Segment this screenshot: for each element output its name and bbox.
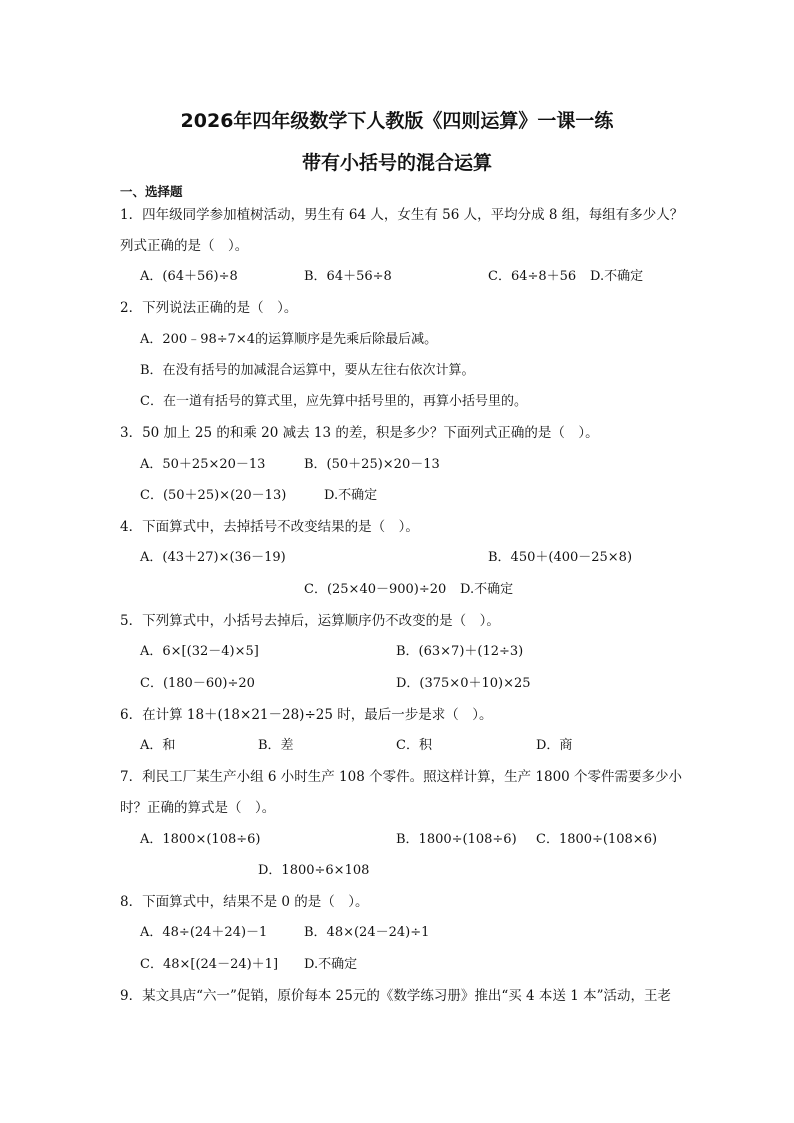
question-2-option-b: B．在没有括号的加减混合运算中，要从左往右依次计算。	[140, 363, 475, 378]
question-1-option-a: A．(64＋56)÷8	[140, 269, 238, 284]
question-7-text: 7．利民工厂某生产小组 6 小时生产 108 个零件。照这样计算，生产 1800 个零件需要多少小	[120, 769, 683, 785]
question-3-option-b: B．(50＋25)×20－13	[304, 457, 440, 472]
question-6-option-d: D．商	[536, 738, 573, 753]
question-4-option-d: D.不确定	[460, 582, 514, 597]
question-4-text: 4．下面算式中，去掉括号不改变结果的是（ ）。	[120, 519, 419, 535]
question-3-option-a: A．50＋25×20－13	[140, 457, 266, 472]
question-8-option-a: A．48÷(24＋24)－1	[140, 925, 268, 940]
question-5-option-a: A．6×[(32－4)×5]	[140, 644, 259, 659]
question-7-text-cont: 时？正确的算式是（ ）。	[120, 800, 276, 816]
document-title: 2026年四年级数学下人教版《四则运算》一课一练	[180, 110, 614, 132]
question-1-option-b: B．64＋56÷8	[304, 269, 392, 284]
question-6-option-c: C．积	[396, 738, 432, 753]
question-1-option-c: C．64÷8＋56	[488, 269, 577, 284]
document-subtitle: 带有小括号的混合运算	[301, 152, 492, 174]
question-3-option-d: D.不确定	[324, 488, 378, 503]
question-4-option-c: C．(25×40－900)÷20	[304, 582, 447, 597]
question-6-text: 6．在计算 18＋(18×21－28)÷25 时，最后一步是求（ ）。	[120, 707, 493, 723]
question-1-text: 1．四年级同学参加植树活动，男生有 64 人，女生有 56 人，平均分成 8 组，每组有多少人？	[120, 207, 684, 223]
question-8-option-c: C．48×[(24－24)＋1]	[140, 957, 279, 972]
question-2-text: 2．下列说法正确的是（ ）。	[120, 300, 298, 316]
question-4-option-b: B．450＋(400－25×8)	[488, 550, 633, 565]
question-3-option-c: C．(50＋25)×(20－13)	[140, 488, 287, 503]
question-8-text: 8．下面算式中，结果不是 0 的是（ ）。	[120, 894, 369, 910]
question-6-option-a: A．和	[140, 738, 176, 753]
question-7-option-b: B．1800÷(108÷6)	[396, 832, 517, 847]
question-1-option-d: D.不确定	[590, 269, 644, 284]
question-5-option-b: B．(63×7)＋(12÷3)	[396, 644, 524, 659]
question-5-option-d: D．(375×0＋10)×25	[396, 676, 531, 691]
question-2-option-c: C．在一道有括号的算式里，应先算中括号里的，再算小括号里的。	[140, 394, 527, 409]
question-4-option-a: A．(43＋27)×(36－19)	[140, 550, 286, 565]
question-8-option-b: B．48×(24－24)÷1	[304, 925, 430, 940]
question-6-option-b: B．差	[258, 738, 294, 753]
question-7-option-a: A．1800×(108÷6)	[140, 832, 261, 847]
question-1-text-cont: 列式正确的是（ ）。	[120, 238, 249, 254]
section-heading: 一、选择题	[120, 184, 183, 199]
question-9-text: 9．某文具店“六一”促销，原价每本 25元的《数学练习册》推出“买 4 本送 1 本”活动，王老	[120, 988, 672, 1004]
question-8-option-d: D.不确定	[304, 957, 358, 972]
question-7-option-d: D．1800÷6×108	[258, 863, 370, 878]
question-5-text: 5．下列算式中，小括号去掉后，运算顺序仍不改变的是（ ）。	[120, 613, 500, 629]
question-2-option-a: A．200﹣98÷7×4的运算顺序是先乘后除最后减。	[140, 332, 438, 347]
question-5-option-c: C．(180－60)÷20	[140, 676, 255, 691]
question-7-option-c: C．1800÷(108×6)	[536, 832, 658, 847]
question-3-text: 3．50 加上 25 的和乘 20 减去 13 的差，积是多少？下面列式正确的是（ ）。	[120, 425, 599, 441]
